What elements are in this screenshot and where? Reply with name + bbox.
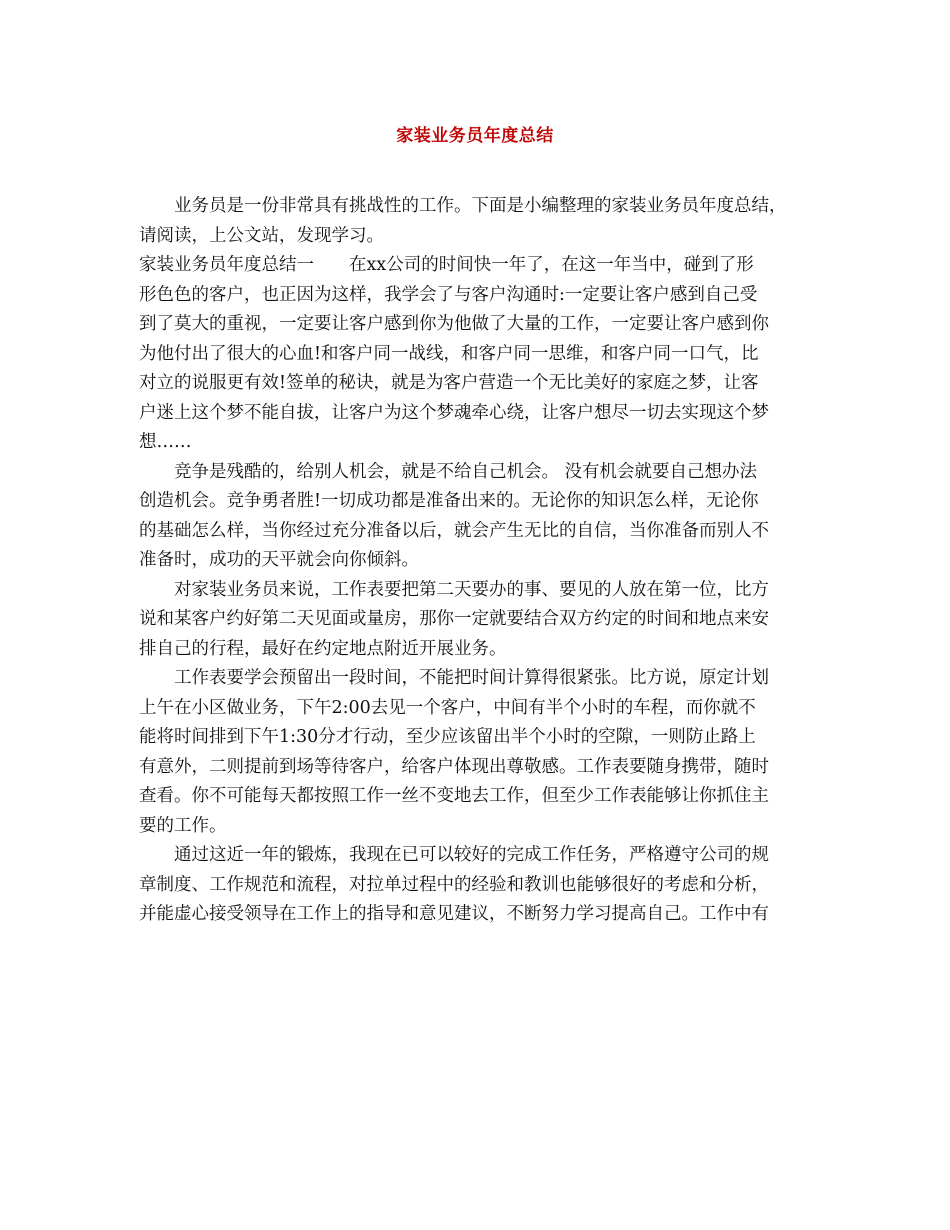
paragraph-line: 对立的说服更有效!签单的秘诀，就是为客户营造一个无比美好的家庭之梦，让客 (139, 373, 759, 393)
paragraph-line: 排自己的行程，最好在约定地点附近开展业务。 (139, 638, 507, 659)
paragraph-line: 有意外，二则提前到场等待客户，给客户体现出尊敬感。工作表要随身携带，随时 (139, 756, 769, 777)
paragraph-line: 到了莫大的重视，一定要让客户感到你为他做了大量的工作，一定要让客户感到你 (139, 314, 769, 334)
paragraph-line: 能将时间排到下午1:30分才行动，至少应该留出半个小时的空隙，一则防止路上 (139, 727, 756, 747)
paragraph-line: 对家装业务员来说，工作表要把第二天要办的事、要见的人放在第一位，比方 (174, 579, 769, 600)
paragraph-line: 上午在小区做业务，下午2:00去见一个客户，中间有半个小时的车程，而你就不 (139, 697, 756, 718)
paragraph-line: 并能虚心接受领导在工作上的指导和意见建议，不断努力学习提高自己。工作中有 (139, 904, 769, 924)
document-body (139, 192, 814, 930)
paragraph-line: 章制度、工作规范和流程，对拉单过程中的经验和教训也能够很好的考虑和分析， (139, 874, 769, 895)
paragraph-line: 的基础怎么样，当你经过充分准备以后，就会产生无比的自信，当你准备而别人不 (139, 520, 769, 541)
paragraph-line: 工作表要学会预留出一段时间，不能把时间计算得很紧张。比方说，原定计划 (174, 668, 769, 688)
paragraph-line: 说和某客户约好第二天见面或量房，那你一定就要结合双方约定的时间和地点来安 (139, 609, 769, 629)
paragraph-line: 业务员是一份非常具有挑战性的工作。下面是小编整理的家装业务员年度总结， (174, 196, 787, 216)
paragraph-line: 户迷上这个梦不能自拔，让客户为这个梦魂牵心绕，让客户想尽一切去实现这个梦 (139, 402, 769, 423)
paragraph-line: 形色色的客户，也正因为这样，我学会了与客户沟通时:一定要让客户感到自己受 (139, 284, 758, 305)
paragraph-line: 请阅读，上公文站，发现学习。 (139, 225, 384, 246)
paragraph-line: 竞争是残酷的，给别人机会，就是不给自己机会。 没有机会就要自己想办法 (174, 461, 758, 482)
paragraph-line: 创造机会。竞争勇者胜!一切成功都是准备出来的。无论你的知识怎么样，无论你 (139, 491, 759, 511)
paragraph-line: 查看。你不可能每天都按照工作一丝不变地去工作，但至少工作表能够让你抓住主 (139, 786, 769, 806)
paragraph-line: 家装业务员年度总结一 在xx公司的时间快一年了，在这一年当中，碰到了形 (139, 255, 754, 275)
paragraph-line: 要的工作。 (139, 815, 227, 836)
paragraph-line: 想…… (139, 432, 192, 452)
paragraph-line: 准备时，成功的天平就会向你倾斜。 (139, 550, 419, 570)
document-title: 家装业务员年度总结 (396, 126, 554, 146)
paragraph-line: 为他付出了很大的心血!和客户同一战线，和客户同一思维，和客户同一口气，比 (139, 343, 759, 364)
paragraph-line: 通过这近一年的锻炼，我现在已可以较好的完成工作任务，严格遵守公司的规 (174, 845, 769, 865)
